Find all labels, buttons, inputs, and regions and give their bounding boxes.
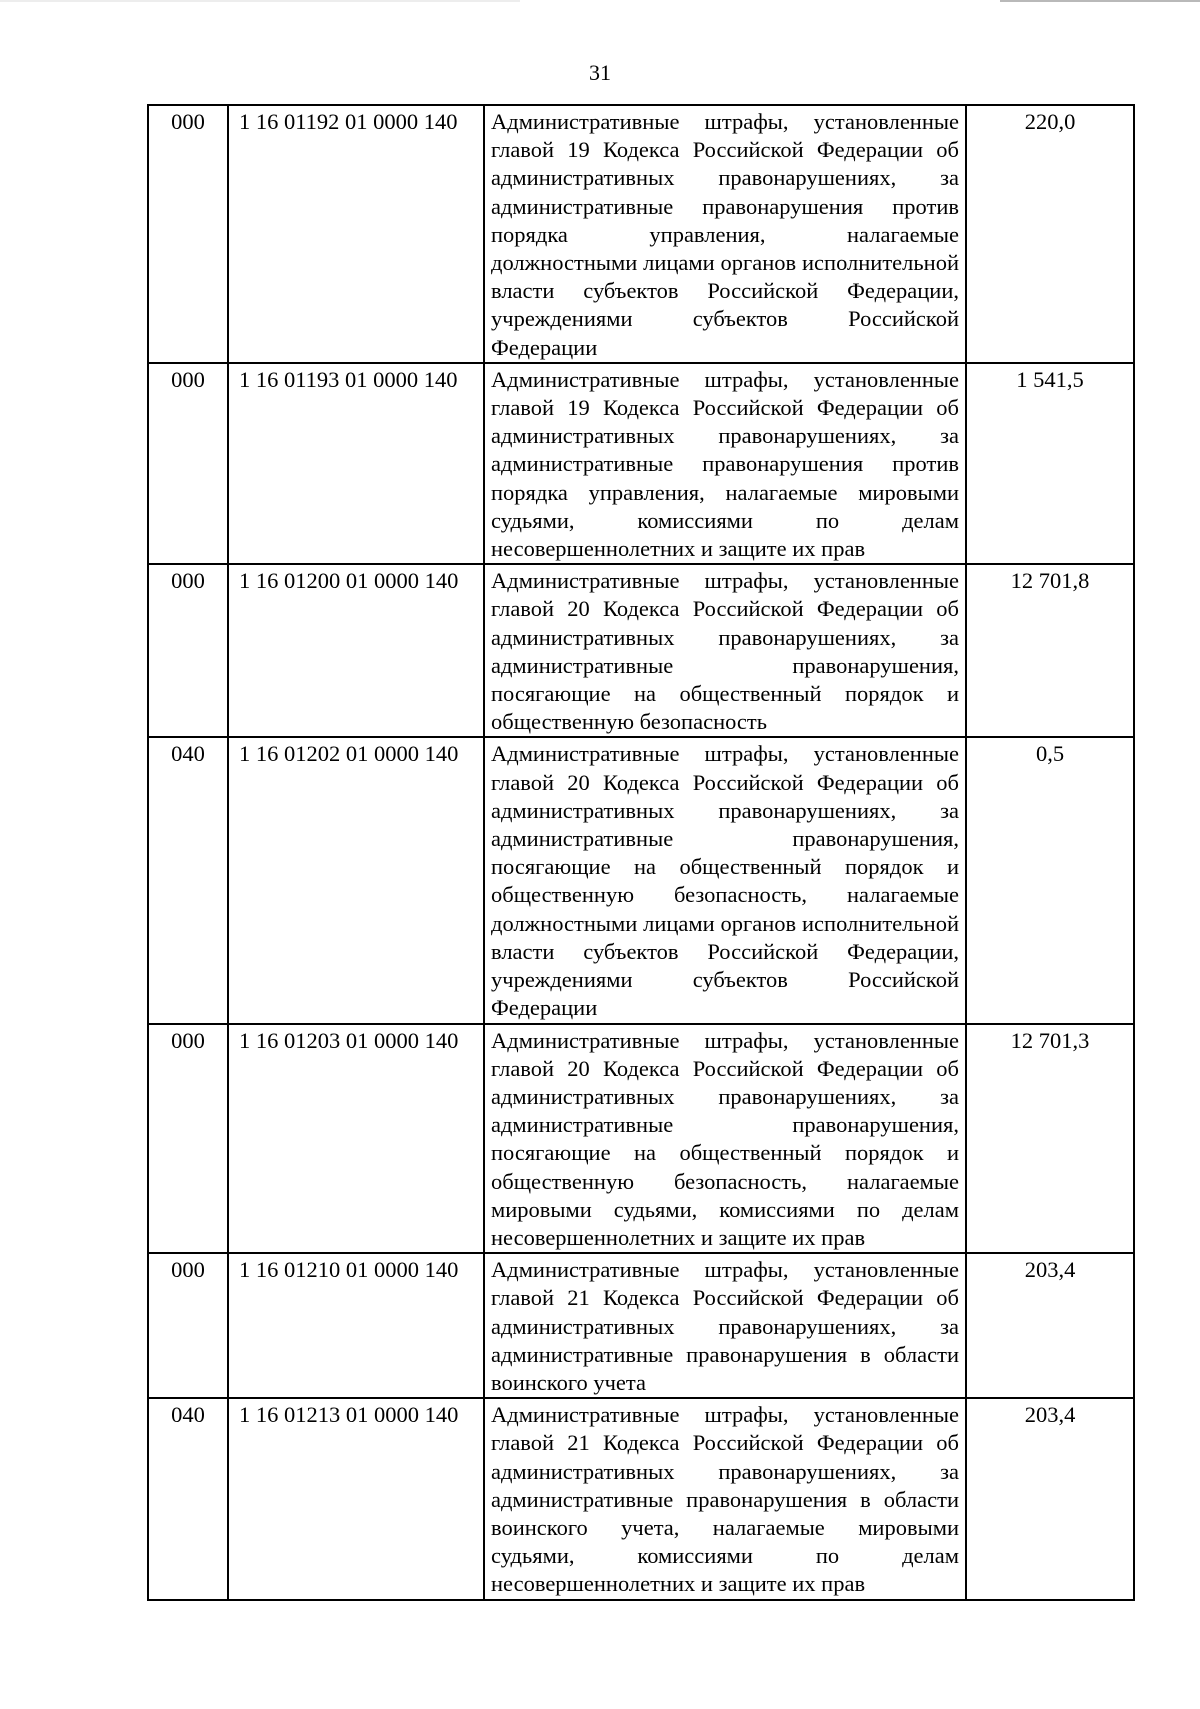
amount-cell: 0,5 (966, 737, 1134, 1023)
budget-classification-code-cell: 1 16 01202 01 0000 140 (228, 737, 484, 1023)
admin-code-cell: 000 (148, 564, 228, 737)
page-number: 31 (589, 60, 611, 85)
table-row (148, 564, 1134, 737)
revenue-description-cell: Административные штрафы, установленные главой 20 Кодекса Российской Федерации об административных правонарушениях, за административные правонарушения, посягающие на общественный порядок и общественную безопасность, налагаемые мировыми судьями, комиссиями по делам несовершеннолетних и защите их прав (484, 1024, 966, 1254)
budget-classification-code-cell: 1 16 01203 01 0000 140 (228, 1024, 484, 1254)
amount-cell: 12 701,3 (966, 1024, 1134, 1254)
revenue-description-cell: Административные штрафы, установленные главой 19 Кодекса Российской Федерации об административных правонарушениях, за административные правонарушения против порядка управления, налагаемые должностными лицами органов исполнительной власти субъектов Российской Федерации, учреждениями субъектов Российской Федерации (484, 105, 966, 363)
admin-code-cell: 040 (148, 737, 228, 1023)
admin-code-cell: 000 (148, 105, 228, 363)
admin-code-cell: 000 (148, 1024, 228, 1254)
admin-code-cell: 000 (148, 363, 228, 564)
amount-cell: 1 541,5 (966, 363, 1134, 564)
revenue-description-cell: Административные штрафы, установленные главой 20 Кодекса Российской Федерации об административных правонарушениях, за административные правонарушения, посягающие на общественный порядок и общественную безопасность, налагаемые должностными лицами органов исполнительной власти субъектов Российской Федерации, учреждениями субъектов Российской Федерации (484, 737, 966, 1023)
amount-cell: 203,4 (966, 1253, 1134, 1398)
budget-classification-code-cell: 1 16 01213 01 0000 140 (228, 1398, 484, 1599)
scan-edge-left (0, 0, 520, 2)
revenue-description-cell: Административные штрафы, установленные главой 21 Кодекса Российской Федерации об административных правонарушениях, за административные правонарушения в области воинского учета, налагаемые мировыми судьями, комиссиями по делам несовершеннолетних и защите их прав (484, 1398, 966, 1599)
scan-edge-right (1000, 0, 1200, 2)
revenue-description-cell: Административные штрафы, установленные главой 20 Кодекса Российской Федерации об административных правонарушениях, за административные правонарушения, посягающие на общественный порядок и общественную безопасность (484, 564, 966, 737)
admin-code-cell: 040 (148, 1398, 228, 1599)
amount-cell: 12 701,8 (966, 564, 1134, 737)
table-row (148, 363, 1134, 564)
budget-classification-code-cell: 1 16 01200 01 0000 140 (228, 564, 484, 737)
budget-classification-code-cell: 1 16 01192 01 0000 140 (228, 105, 484, 363)
budget-classification-code-cell: 1 16 01193 01 0000 140 (228, 363, 484, 564)
admin-code-cell: 000 (148, 1253, 228, 1398)
revenue-table (147, 104, 1135, 1601)
table-row (148, 1024, 1134, 1254)
table-row (148, 737, 1134, 1023)
table-row (148, 1253, 1134, 1398)
table-row (148, 1398, 1134, 1599)
revenue-description-cell: Административные штрафы, установленные главой 21 Кодекса Российской Федерации об административных правонарушениях, за административные правонарушения в области воинского учета (484, 1253, 966, 1398)
amount-cell: 203,4 (966, 1398, 1134, 1599)
budget-classification-code-cell: 1 16 01210 01 0000 140 (228, 1253, 484, 1398)
table-row (148, 105, 1134, 363)
amount-cell: 220,0 (966, 105, 1134, 363)
revenue-description-cell: Административные штрафы, установленные главой 19 Кодекса Российской Федерации об административных правонарушениях, за административные правонарушения против порядка управления, налагаемые мировыми судьями, комиссиями по делам несовершеннолетних и защите их прав (484, 363, 966, 564)
